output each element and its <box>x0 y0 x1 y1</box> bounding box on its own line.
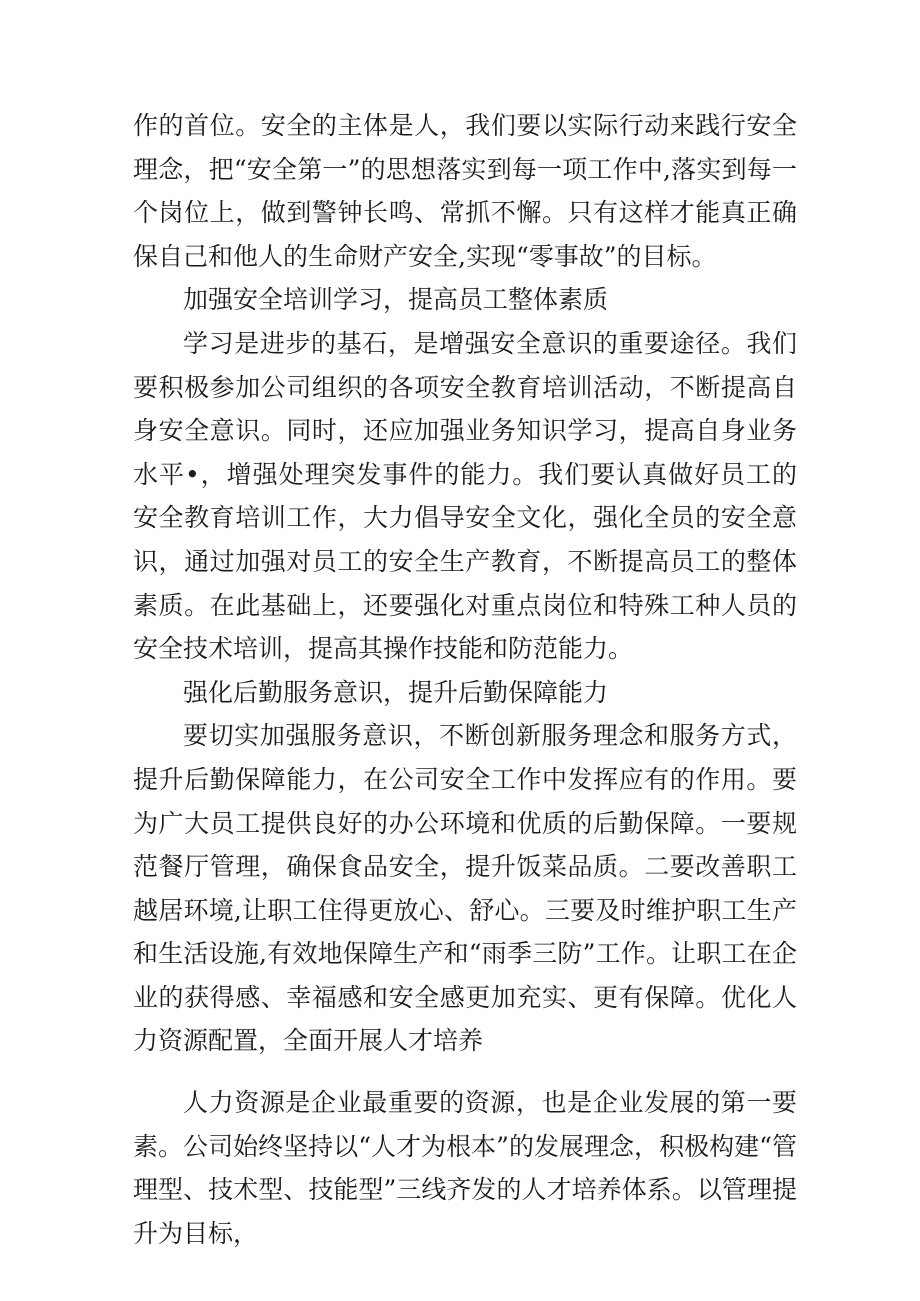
section-heading-safety-training: 加强安全培训学习，提高员工整体素质 <box>183 285 609 315</box>
paragraph-human-resources: 人力资源是企业最重要的资源，也是企业发展的第一要素。公司始终坚持以“人才为根本”的发展理念，积极构建“管理型、技术型、技能型”三线齐发的人才培养体系。以管理提升为目标， <box>133 1088 797 1248</box>
paragraph-intro-continuation: 作的首位。安全的主体是人，我们要以实际行动来践行安全理念，把“安全第一”的思想落实到每一项工作中,落实到每一个岗位上，做到警钟长鸣、常抓不懈。只有这样才能真正确保自己和他人的生命财产安全,实现“零事故”的目标。 <box>133 111 797 271</box>
paragraph-safety-training: 学习是进步的基石，是增强安全意识的重要途径。我们要积极参加公司组织的各项安全教育培训活动，不断提高自身安全意识。同时，还应加强业务知识学习，提高自身业务水平•，增强处理突发事件的能力。我们要认真做好员工的安全教育培训工作，大力倡导安全文化，强化全员的安全意识，通过加强对员工的安全生产教育，不断提高员工的整体素质。在此基础上，还要强化对重点岗位和特殊工种人员的安全技术培训，提高其操作技能和防范能力。 <box>133 328 797 664</box>
document-body <box>133 104 797 1255</box>
paragraph-logistics: 要切实加强服务意识，不断创新服务理念和服务方式，提升后勤保障能力，在公司安全工作中发挥应有的作用。要为广大员工提供良好的办公环境和优质的后勤保障。一要规范餐厅管理，确保食品安全，提升饭菜品质。二要改善职工越居环境,让职工住得更放心、舒心。三要及时维护职工生产和生活设施,有效地保障生产和“雨季三防”工作。让职工在企业的获得感、幸福感和安全感更加充实、更有保障。优化人力资源配置，全面开展人才培养 <box>133 721 797 1056</box>
section-heading-logistics: 强化后勤服务意识，提升后勤保障能力 <box>183 677 609 707</box>
